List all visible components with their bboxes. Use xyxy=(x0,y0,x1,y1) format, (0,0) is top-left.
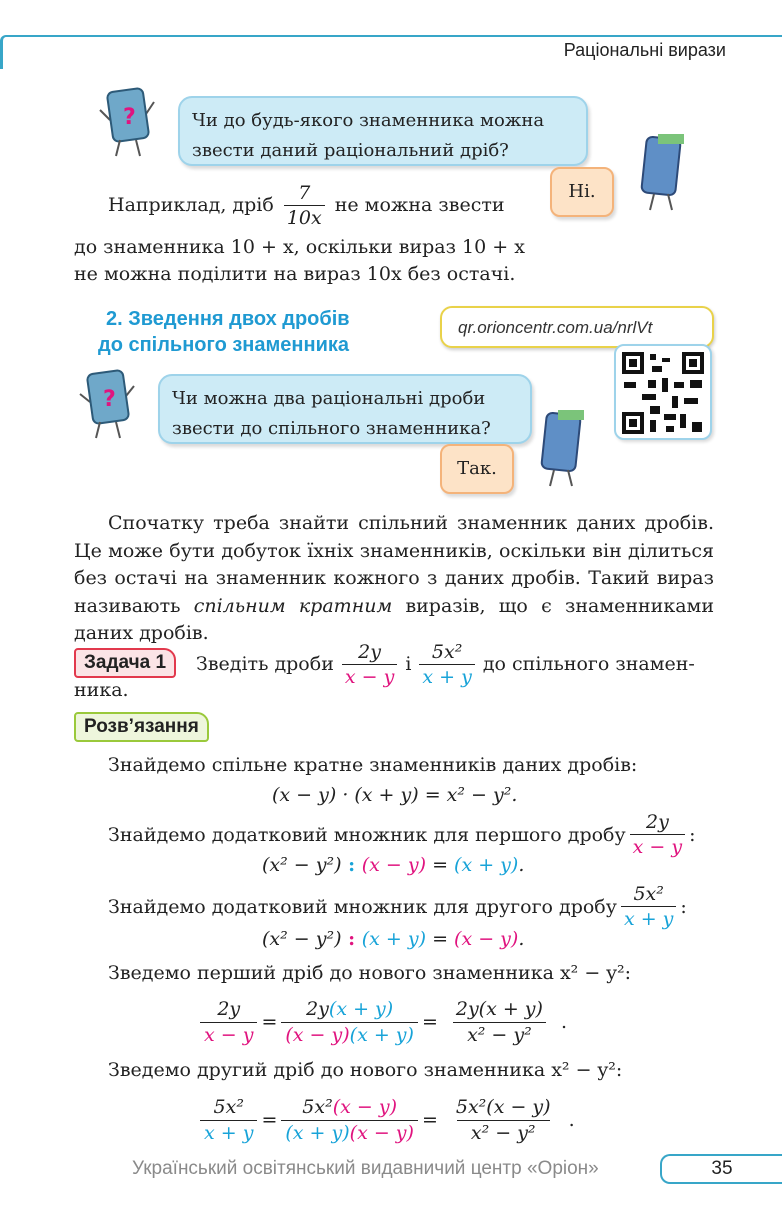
answer-bubble-1 xyxy=(550,167,614,217)
solution-step-2-text: Знайдемо додатковий множник для першого дробу xyxy=(108,823,626,846)
equation-2 xyxy=(200,1090,575,1150)
solution-step-3: Знайдемо додатковий множник для другого дробу $\frac{\text{5x²}}{x + y}$ : xyxy=(108,883,687,930)
qr-code-icon xyxy=(622,352,704,434)
question-bubble-1 xyxy=(178,96,588,166)
formula-3-operator: : xyxy=(341,928,362,950)
task-fraction-1-denominator: x − y xyxy=(342,664,397,689)
example-line-3: не можна поділити на вираз 10x без остачі. xyxy=(74,263,516,285)
solution-step-3-numerator: 5x² xyxy=(633,883,664,905)
task-label: Задача 1 xyxy=(74,648,176,678)
solution-step-3-denominator: x + y xyxy=(621,906,676,931)
task-fraction-1 xyxy=(342,640,397,689)
eq2-f2-numerator-b: (x − y) xyxy=(332,1095,397,1118)
qr-code[interactable] xyxy=(614,344,712,440)
formula-3-dividend: (x² − y²) xyxy=(262,928,342,950)
eq1-f2-numerator-a: 2y xyxy=(306,997,329,1020)
example-suffix: не можна звести xyxy=(334,193,505,216)
formula-2-equals: = xyxy=(426,854,455,876)
qr-link[interactable] xyxy=(440,306,714,348)
svg-text:?: ? xyxy=(123,105,136,130)
solution-step-3-fraction xyxy=(621,882,676,931)
task-conjunction: і xyxy=(405,653,412,675)
running-title: Раціональні вирази xyxy=(563,40,726,60)
example-line-2: до знаменника 10 + x, оскільки вираз 10 + x xyxy=(74,236,525,258)
section-title-line-1: 2. Зведення двох дробів xyxy=(106,308,350,330)
example-line-1 xyxy=(108,180,548,230)
answer-text: Ні. xyxy=(568,181,596,202)
solution-step-2: Знайдемо додатковий множник для першого дробу $\frac{2y}{x - y}$ : xyxy=(108,811,696,858)
intro-emphasis: спільним кратним xyxy=(193,594,393,617)
qr-url-text[interactable]: qr.orioncentr.com.ua/nrlVt xyxy=(458,318,653,337)
fraction-numerator: 7 xyxy=(298,181,311,204)
solution-step-2-denominator: x − y xyxy=(630,834,685,859)
task-fraction-2 xyxy=(419,640,474,689)
task-text-wrap: ника. xyxy=(74,679,129,701)
solution-step-2-fraction xyxy=(630,810,685,859)
task-fraction-1-numerator: 2y xyxy=(358,640,381,663)
answer-text-2: Так. xyxy=(457,458,497,479)
formula-2-operator: : xyxy=(341,854,362,876)
solution-step-5: Зведемо другий дріб до нового знаменника x² − y²: xyxy=(108,1059,623,1081)
eq1-f2-denominator-a: (x − y) xyxy=(285,1023,350,1046)
eq2-f3-denominator: x² − y² xyxy=(457,1120,550,1146)
task-fraction-2-denominator: x + y xyxy=(419,664,474,689)
eq2-f2-denominator-b: (x − y) xyxy=(349,1121,414,1144)
equation-1-fraction-3 xyxy=(442,997,557,1048)
formula-2-period: . xyxy=(518,854,525,876)
task-text: Зведіть дроби xyxy=(196,653,334,675)
period: . xyxy=(568,1109,575,1131)
formula-3-result: (x − y) xyxy=(454,928,519,950)
robot-question-illustration-2 xyxy=(76,364,142,442)
eq1-f3-denominator: x² − y² xyxy=(453,1022,546,1048)
formula-3-equals: = xyxy=(426,928,455,950)
formula-3-divisor: (x + y) xyxy=(361,928,427,950)
fraction-denominator: 10x xyxy=(284,205,325,230)
eq1-f3-numerator: 2y(x + y) xyxy=(455,997,543,1020)
equation-1-fraction-1 xyxy=(200,997,257,1048)
eq2-f1-denominator: x + y xyxy=(200,1120,257,1146)
robot-answer-illustration-2 xyxy=(528,406,592,492)
solution-step-4: Зведемо перший дріб до нового знаменника x² − y²: xyxy=(108,962,632,984)
task-text-continued: до спільного знамен- xyxy=(482,653,695,675)
formula-3-period: . xyxy=(518,928,525,950)
task-statement xyxy=(196,638,716,690)
question-text: Чи до будь-якого знаменника можна звести даний раціональний дріб? xyxy=(192,110,545,161)
formula-2-divisor: (x − y) xyxy=(361,854,427,876)
equals-sign: = xyxy=(261,1011,278,1033)
solution-formula-2 xyxy=(262,854,524,876)
section-title-line-2: до спільного знаменника xyxy=(98,334,350,356)
solution-step-1: Знайдемо спільне кратне знаменників даних дробів: xyxy=(108,754,638,776)
period: . xyxy=(560,1011,568,1033)
eq2-f2-denominator-a: (x + y) xyxy=(285,1121,350,1144)
answer-bubble-2 xyxy=(440,444,514,494)
page-number: 35 xyxy=(711,1158,733,1179)
eq1-f1-denominator: x − y xyxy=(200,1022,257,1048)
solution-formula-3 xyxy=(262,928,524,950)
example-prefix: Наприклад, дріб xyxy=(108,193,274,216)
equals-sign: = xyxy=(261,1109,278,1131)
robot-question-illustration xyxy=(96,82,162,160)
equation-1-fraction-2 xyxy=(281,997,418,1048)
page-number-tab xyxy=(660,1154,782,1184)
solution-step-3-text: Знайдемо додатковий множник для другого дробу xyxy=(108,895,617,918)
example-fraction xyxy=(284,181,325,230)
task-fraction-2-numerator: 5x² xyxy=(431,640,463,663)
eq2-f1-numerator: 5x² xyxy=(213,1095,244,1118)
equals-sign: = xyxy=(421,1109,438,1131)
eq1-f2-denominator-b: (x + y) xyxy=(349,1023,414,1046)
formula-2-result: (x + y) xyxy=(454,854,519,876)
intro-text: Спочатку треба знайти спільний знаменник даних дробів. Це може бути добуток їхніх знаменників, оскільки він ділиться без остачі на знаменник кожного з даних дробів. Такий вираз називають xyxy=(74,512,714,617)
solution-step-2-numerator: 2y xyxy=(645,811,669,833)
solution-formula-1: (x − y) · (x + y) = x² − y². xyxy=(272,784,518,806)
eq2-f2-numerator-a: 5x² xyxy=(302,1095,333,1118)
section-title xyxy=(98,306,418,358)
equals-sign: = xyxy=(421,1011,438,1033)
question-bubble-2 xyxy=(158,374,532,444)
robot-answer-illustration xyxy=(628,130,692,216)
publisher-footer: Український освітянський видавничий центр «Оріон» xyxy=(132,1158,599,1179)
svg-text:?: ? xyxy=(103,387,116,412)
solution-label: Розв’язання xyxy=(74,712,209,742)
eq2-f3-numerator: 5x²(x − y) xyxy=(455,1095,551,1118)
eq1-f1-numerator: 2y xyxy=(217,997,241,1020)
question-text-2: Чи можна два раціональні дроби звести до спільного знаменника? xyxy=(172,388,491,439)
formula-2-dividend: (x² − y²) xyxy=(262,854,342,876)
equation-2-fraction-1 xyxy=(200,1095,257,1146)
intro-paragraph xyxy=(74,510,714,648)
equation-1 xyxy=(200,992,567,1052)
equation-2-fraction-2 xyxy=(281,1095,418,1146)
equation-2-fraction-3 xyxy=(442,1095,565,1146)
eq1-f2-numerator-b: (x + y) xyxy=(328,997,394,1020)
intro-text-end: виразів, що є знаменниками даних дробів. xyxy=(74,594,714,644)
